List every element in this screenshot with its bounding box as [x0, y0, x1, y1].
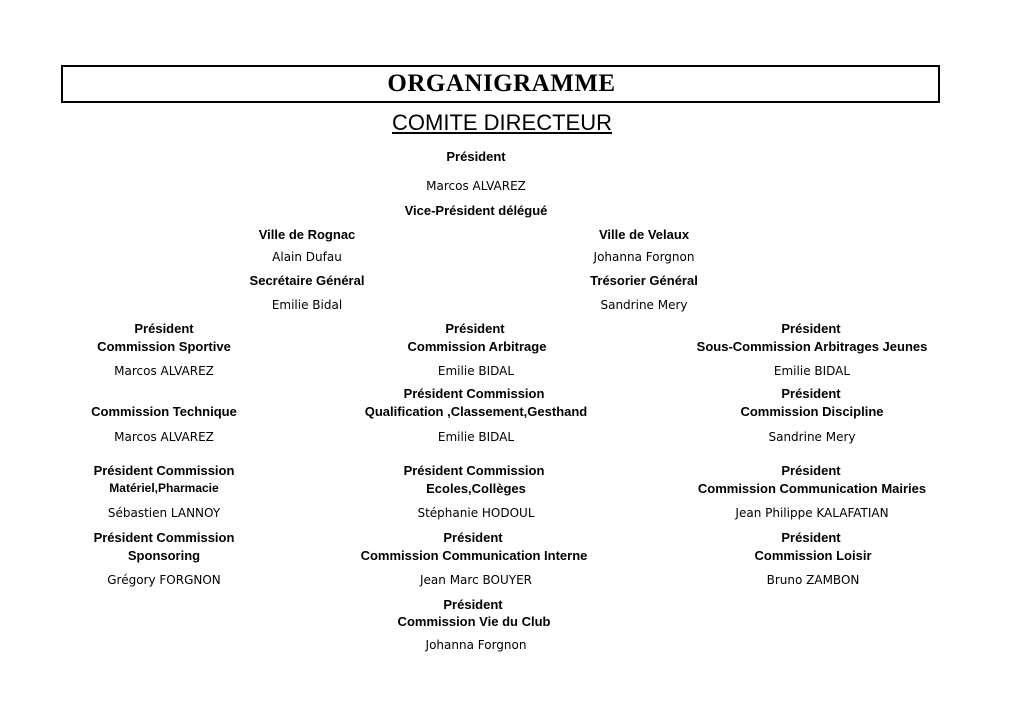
commission-loisir-name: Bruno ZAMBON — [766, 573, 860, 587]
tresorier-name: Sandrine Mery — [600, 298, 688, 312]
arbitrages-jeunes-line2: Sous-Commission Arbitrages Jeunes — [696, 339, 928, 354]
commission-sportive-name: Marcos ALVAREZ — [114, 364, 214, 378]
commission-sportive-line2: Commission Sportive — [97, 339, 231, 354]
commission-vie-club-name: Johanna Forgnon — [425, 638, 527, 652]
secretaire-role: Secrétaire Général — [249, 273, 365, 288]
rognac-name: Alain Dufau — [272, 250, 342, 264]
commission-arbitrage-line2: Commission Arbitrage — [407, 339, 547, 354]
commission-sponsoring-line1: Président Commission — [93, 530, 235, 545]
tresorier-role: Trésorier Général — [590, 273, 698, 288]
velaux-role: Ville de Velaux — [598, 227, 690, 242]
commission-interne-name: Jean Marc BOUYER — [420, 573, 532, 587]
commission-ecoles-name: Stéphanie HODOUL — [417, 506, 535, 520]
rognac-role: Ville de Rognac — [258, 227, 356, 242]
vice-president-role: Vice-Président délégué — [404, 203, 548, 218]
velaux-name: Johanna Forgnon — [593, 250, 695, 264]
commission-discipline-name: Sandrine Mery — [768, 430, 856, 444]
commission-sportive-line1: Président — [134, 321, 194, 336]
president-role: Président — [446, 149, 506, 164]
arbitrages-jeunes-name: Emilie BIDAL — [773, 364, 851, 378]
commission-materiel-line1: Président Commission — [93, 463, 235, 478]
commission-vie-club-line2: Commission Vie du Club — [397, 614, 551, 629]
commission-mairies-line1: Président — [781, 463, 841, 478]
commission-ecoles-line1: Président Commission — [403, 463, 545, 478]
president-name: Marcos ALVAREZ — [426, 179, 526, 193]
title-box — [61, 65, 940, 103]
commission-mairies-line2: Commission Communication Mairies — [697, 481, 927, 496]
arbitrages-jeunes-line1: Président — [781, 321, 841, 336]
commission-qualification-line2: Qualification ,Classement,Gesthand — [364, 404, 588, 419]
page-subtitle: COMITE DIRECTEUR — [392, 110, 612, 135]
commission-arbitrage-name: Emilie BIDAL — [437, 364, 515, 378]
secretaire-name: Emilie Bidal — [271, 298, 343, 312]
commission-arbitrage-line1: Président — [445, 321, 505, 336]
commission-discipline-line1: Président — [781, 386, 841, 401]
commission-loisir-line1: Président — [781, 530, 841, 545]
commission-loisir-line2: Commission Loisir — [754, 548, 872, 563]
commission-sponsoring-name: Grégory FORGNON — [107, 573, 221, 587]
commission-materiel-line2: Matériel,Pharmacie — [109, 481, 219, 495]
commission-qualification-name: Emilie BIDAL — [437, 430, 515, 444]
commission-mairies-name: Jean Philippe KALAFATIAN — [735, 506, 889, 520]
commission-vie-club-line1: Président — [443, 597, 503, 612]
commission-technique-line2: Commission Technique — [91, 404, 237, 419]
commission-technique-name: Marcos ALVAREZ — [114, 430, 214, 444]
commission-interne-line1: Président — [443, 530, 503, 545]
commission-ecoles-line2: Ecoles,Collèges — [426, 481, 526, 496]
page-title: ORGANIGRAMME — [387, 70, 616, 97]
commission-qualification-line1: Président Commission — [403, 386, 545, 401]
commission-sponsoring-line2: Sponsoring — [127, 548, 201, 563]
commission-discipline-line2: Commission Discipline — [740, 404, 884, 419]
commission-materiel-name: Sébastien LANNOY — [107, 506, 221, 520]
commission-interne-line2: Commission Communication Interne — [360, 548, 588, 563]
